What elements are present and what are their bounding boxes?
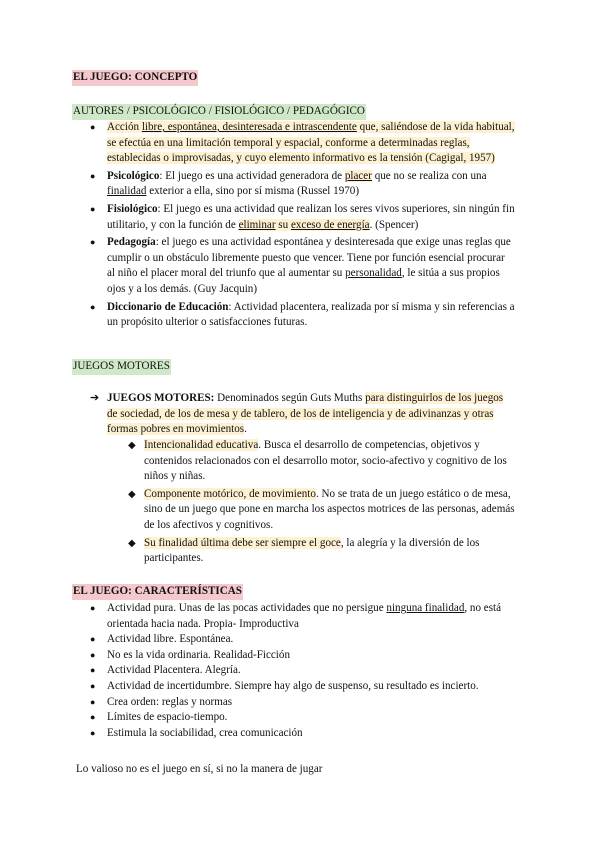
bullet-icon: ● <box>90 712 96 723</box>
text: su <box>275 218 291 231</box>
bullet-icon: ● <box>90 203 96 214</box>
underlined-text: eliminar <box>238 218 276 231</box>
label: JUEGOS MOTORES: <box>107 392 215 404</box>
bullet-icon: ● <box>90 665 96 676</box>
item-text: Límites de espacio-tiempo. <box>107 711 228 724</box>
closing-sentence: Lo valioso no es el juego en sí, si no la manera de jugar <box>76 763 323 775</box>
underlined-text: personalidad <box>345 267 402 280</box>
text: . No se trata de un juego estático o de mesa, sino de un juego que pone en marcha los aspectos motrices de las personas, además de los afectivos y cognitivos. <box>144 487 515 531</box>
list-item <box>90 169 515 200</box>
list-item <box>90 632 520 648</box>
list-item <box>90 391 515 438</box>
item-text: Actividad de incertidumbre. Siempre hay algo de suspenso, su resultado es incierto. <box>107 679 479 692</box>
highlighted-text: para distinguirlos de los juegos de sociedad, de los de mesa y de tablero, de los de inteligencia y de adivinanzas y otras formas pobres en movimientos <box>107 392 504 436</box>
text: . (Spencer) <box>369 218 419 231</box>
definition-text <box>107 202 515 233</box>
bullet-icon: ● <box>90 727 96 738</box>
underlined-text: libre, espontánea, desinteresada e intrascendente <box>141 121 357 133</box>
bullet-icon: ● <box>90 122 96 132</box>
section-autores: AUTORES / PSICOLÓGICO / FISIOLÓGICO / PEDAGÓGICO <box>72 104 366 120</box>
item-text: Actividad libre. Espontánea. <box>107 633 234 646</box>
list-item <box>90 710 520 726</box>
list-item <box>90 202 515 233</box>
motores-sublist <box>128 438 525 567</box>
text: : El juego es una actividad que realizan los seres vivos superiores, sin ningún fin utilitario, y con la función de <box>107 202 515 231</box>
list-item <box>90 679 520 695</box>
underlined-text: ninguna finalidad <box>386 602 465 614</box>
bullet-icon: ● <box>90 634 96 645</box>
list-item <box>90 235 515 297</box>
motores-text <box>107 391 515 438</box>
title-concepto: EL JUEGO: CONCEPTO <box>72 70 198 86</box>
bullet-icon: ● <box>90 301 96 312</box>
bullet-icon: ● <box>90 603 96 613</box>
list-item <box>90 726 520 742</box>
list-item <box>90 648 520 664</box>
list-item <box>128 438 525 485</box>
arrow-icon: ➔ <box>90 392 100 404</box>
underlined-text: exceso de energía <box>290 218 370 231</box>
list-item <box>90 601 520 632</box>
bullet-icon: ● <box>90 696 96 707</box>
bullet-icon: ● <box>90 170 96 181</box>
list-item <box>90 120 515 167</box>
highlighted-text: Intencionalidad educativa <box>144 439 259 451</box>
text: Actividad pura. Unas de las pocas actividades que no persigue <box>107 602 387 614</box>
sub-text <box>144 487 525 534</box>
bullet-icon: ● <box>90 237 96 248</box>
section-juegos-motores: JUEGOS MOTORES <box>72 359 171 375</box>
diamond-icon: ◆ <box>128 488 136 500</box>
definition-text <box>107 169 515 200</box>
text: : el juego es una actividad espontánea y desinteresada que exige unas reglas que cumplir o un obstáculo libremente puesto que vencer. Tiene por función esencial procurar al niño el placer moral del triunfo que al aumentar su <box>107 236 511 280</box>
caracteristicas-list <box>90 601 520 741</box>
diamond-icon: ◆ <box>128 440 136 451</box>
underlined-text: finalidad <box>107 185 147 198</box>
diamond-icon: ◆ <box>128 537 136 549</box>
text: que no se realiza con una <box>371 169 487 182</box>
list-item <box>90 695 520 711</box>
text: : Actividad placentera, realizada por sí misma y sin referencias a un propósito ulterior o satisfacciones futuras. <box>107 300 515 329</box>
text: Acción <box>107 121 142 133</box>
item-text: No es la vida ordinaria. Realidad-Ficción <box>107 648 290 661</box>
text: que, saliéndose de la vida habitual, se efectúa en una limitación temporal y espacial, conforme a determinadas reglas, establecidas o improvisadas, y cuyo elemento informativo es la tensión (Cagigal, 1957) <box>107 121 515 165</box>
underlined-text: placer <box>344 169 372 182</box>
text: . Busca el desarrollo de competencias, objetivos y contenidos relacionados con el desarrollo motor, socio-afectivo y cognitivo de los niños y niñas. <box>144 439 507 483</box>
list-item <box>128 487 525 534</box>
item-text: Estimula la sociabilidad, crea comunicación <box>107 726 303 739</box>
text: , no está orientada hacia nada. Propia- Improductiva <box>107 602 502 630</box>
definition-text <box>107 235 515 297</box>
label: Pedagogía <box>107 236 156 249</box>
sub-text <box>144 438 525 485</box>
item-text <box>107 601 520 632</box>
text: Denominados según Guts Muths <box>214 392 366 404</box>
text: , le sitúa a sus propios ojos y a los demás. (Guy Jacquin) <box>107 267 500 295</box>
item-text: Actividad Placentera. Alegría. <box>107 664 241 677</box>
highlighted-text: Su finalidad última debe ser siempre el goce <box>144 536 341 549</box>
label: Fisiológico <box>107 202 158 215</box>
definition-text <box>107 121 515 164</box>
sub-text <box>144 536 525 567</box>
label: Diccionario de Educación <box>107 300 229 313</box>
bullet-icon: ● <box>90 680 96 691</box>
definition-text <box>107 300 515 331</box>
text: : El juego es una actividad generadora de <box>159 169 345 182</box>
list-item <box>128 536 525 567</box>
text: . <box>244 423 247 436</box>
highlighted-text: Componente motórico, de movimiento <box>144 487 316 500</box>
text: , la alegría y la diversión de los participantes. <box>144 536 480 565</box>
definitions-list <box>90 120 515 331</box>
title-caracteristicas: EL JUEGO: CARACTERÍSTICAS <box>72 584 243 600</box>
bullet-icon: ● <box>90 649 96 660</box>
label: Psicológico <box>107 169 160 182</box>
text: exterior a ella, sino por sí misma (Russel 1970) <box>146 185 360 198</box>
list-item <box>90 663 520 679</box>
list-item <box>90 300 515 331</box>
motores-block <box>90 391 515 438</box>
item-text: Crea orden: reglas y normas <box>107 695 233 708</box>
